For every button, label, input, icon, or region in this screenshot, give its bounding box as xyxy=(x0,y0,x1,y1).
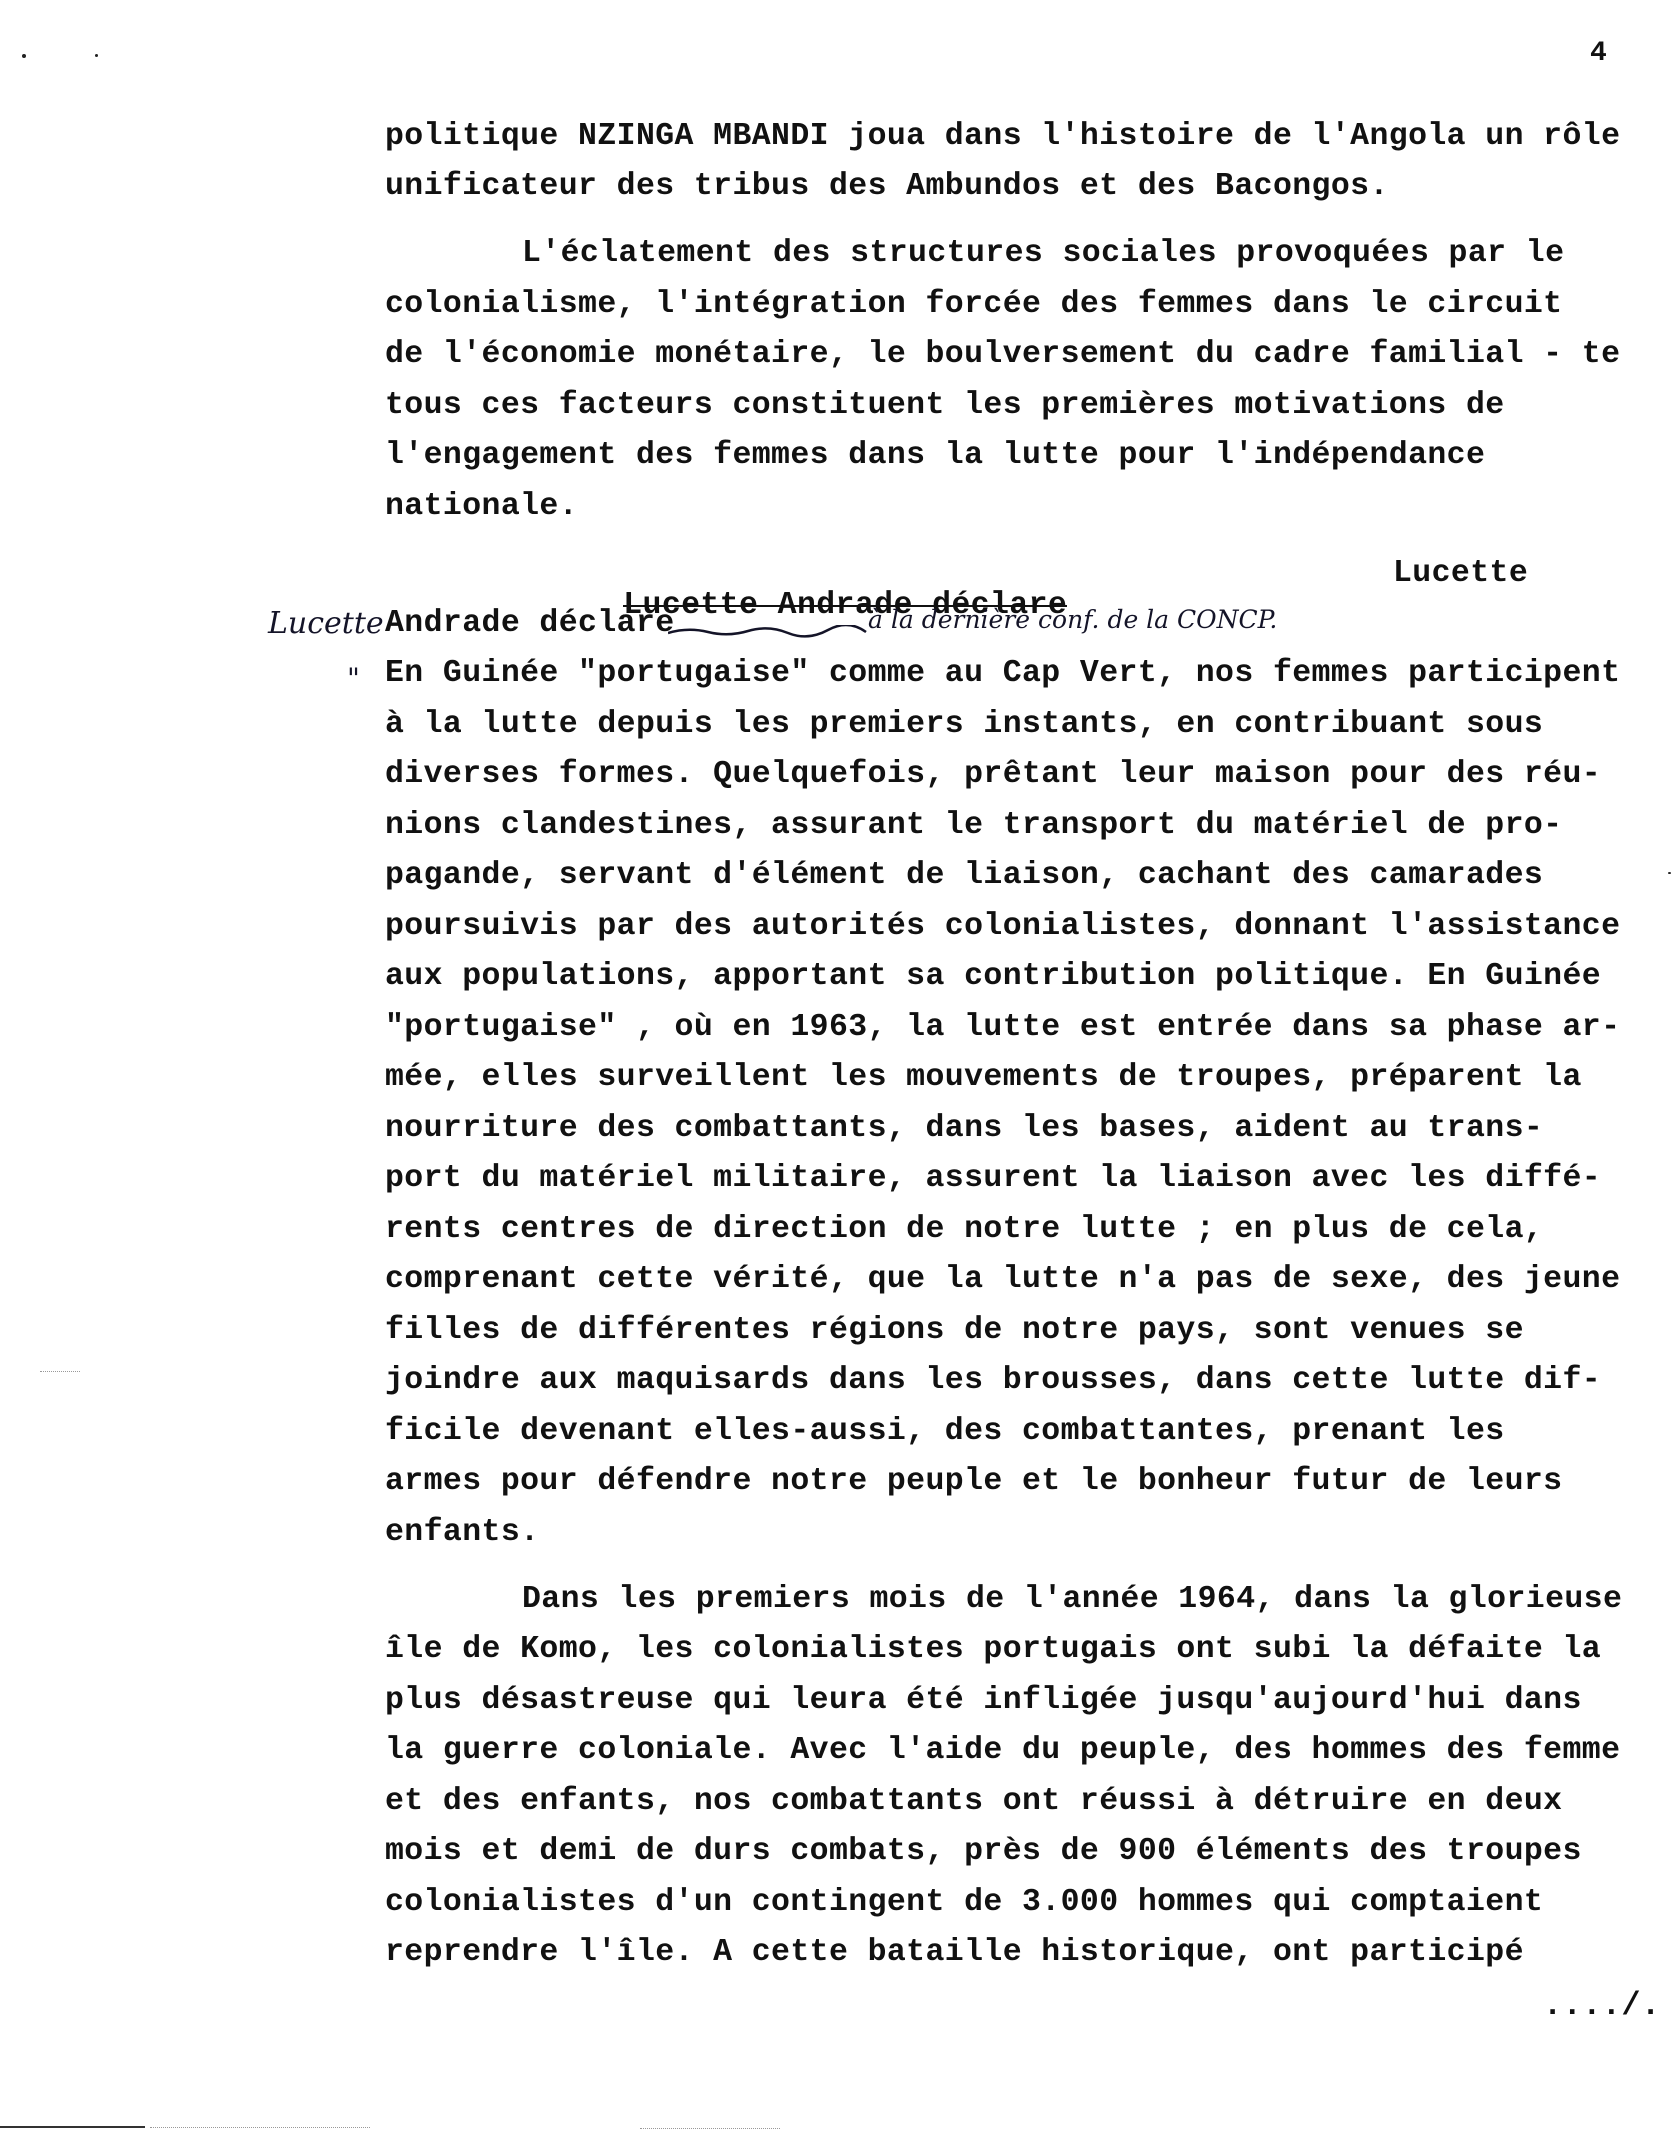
text-line: aux populations, apportant sa contribution politique. En Guinée xyxy=(385,959,1602,994)
struck-out-typed: Lucette Andrade déclare xyxy=(623,587,1068,623)
text-line: joindre aux maquisards dans les brousses, dans cette lutte dif- xyxy=(385,1363,1602,1398)
scan-edge-line xyxy=(0,2126,145,2128)
text-line: mée, elles surveillent les mouvements de troupes, préparent la xyxy=(385,1060,1582,1095)
text-line: unificateur des tribus des Ambundos et des Bacongos. xyxy=(385,169,1389,204)
text-line: à la lutte depuis les premiers instants, en contribuant sous xyxy=(385,707,1544,742)
text-line: île de Komo, les colonialistes portugais ont subi la défaite la xyxy=(385,1632,1602,1667)
scan-speck xyxy=(95,54,98,57)
text-line: colonialistes d'un contingent de 3.000 hommes qui comptaient xyxy=(385,1885,1544,1920)
handwritten-quote-mark: " xyxy=(347,662,360,695)
text-line: "portugaise" , où en 1963, la lutte est entrée dans sa phase ar- xyxy=(385,1010,1621,1045)
scan-speck xyxy=(22,54,26,58)
text-line: enfants. xyxy=(385,1515,540,1550)
scan-mark xyxy=(40,1371,80,1372)
text-line: tous ces facteurs constituent les premières motivations de xyxy=(385,388,1505,423)
text-line: ficile devenant elles-aussi, des combattantes, prenant les xyxy=(385,1414,1505,1449)
text-line: reprendre l'île. A cette bataille historique, ont participé xyxy=(385,1935,1524,1970)
text-line: la guerre coloniale. Avec l'aide du peuple, des hommes des femme xyxy=(385,1733,1621,1768)
text-line: nationale. xyxy=(385,489,579,524)
text-line: et des enfants, nos combattants ont réussi à détruire en deux xyxy=(385,1784,1563,1819)
scan-mark xyxy=(640,2128,780,2129)
paragraph-start-line: L'éclatement des structures sociales provoquées par le xyxy=(522,236,1565,271)
continuation-mark: ..../. xyxy=(1543,1987,1661,2024)
text-line: poursuivis par des autorités colonialistes, donnant l'assistance xyxy=(385,909,1621,944)
text-line: armes pour défendre notre peuple et le bonheur futur de leurs xyxy=(385,1464,1563,1499)
text-line: En Guinée "portugaise" comme au Cap Vert, nos femmes participent xyxy=(385,656,1621,691)
handwritten-strikethrough xyxy=(668,625,868,639)
text-line: comprenant cette vérité, que la lutte n'a pas de sexe, des jeune xyxy=(385,1262,1621,1297)
text-line: colonialisme, l'intégration forcée des femmes dans le circuit xyxy=(385,287,1563,322)
handwritten-inline-note: à la dernière conf. de la CONCP. xyxy=(868,605,1278,634)
scan-speck xyxy=(1668,872,1671,874)
text-line: diverses formes. Quelquefois, prêtant leur maison pour des réu- xyxy=(385,757,1602,792)
text-line: de l'économie monétaire, le boulversement du cadre familial - te xyxy=(385,337,1621,372)
text-line: filles de différentes régions de notre pays, sont venues se xyxy=(385,1313,1524,1348)
text-line: politique NZINGA MBANDI joua dans l'histoire de l'Angola un rôle xyxy=(385,119,1621,154)
handwritten-margin-note: Lucette xyxy=(268,606,384,641)
text-line: nourriture des combattants, dans les bases, aident au trans- xyxy=(385,1111,1544,1146)
text-line: nions clandestines, assurant le transport du matériel de pro- xyxy=(385,808,1563,843)
text-line: pagande, servant d'élément de liaison, cachant des camarades xyxy=(385,858,1544,893)
text-line: l'engagement des femmes dans la lutte pour l'indépendance xyxy=(385,438,1486,473)
page-number: 4 xyxy=(1590,38,1608,69)
text-line: rents centres de direction de notre lutte ; en plus de cela, xyxy=(385,1212,1544,1247)
text-line: mois et demi de durs combats, près de 900 éléments des troupes xyxy=(385,1834,1582,1869)
text-line: Lucette xyxy=(1393,556,1529,591)
scan-mark xyxy=(150,2127,370,2128)
text-line: port du matériel militaire, assurent la liaison avec les diffé- xyxy=(385,1161,1602,1196)
paragraph-start-line: Dans les premiers mois de l'année 1964, dans la glorieuse xyxy=(522,1582,1623,1617)
text-line: plus désastreuse qui leura été infligée jusqu'aujourd'hui dans xyxy=(385,1683,1582,1718)
text-line: Andrade déclare xyxy=(385,606,675,641)
